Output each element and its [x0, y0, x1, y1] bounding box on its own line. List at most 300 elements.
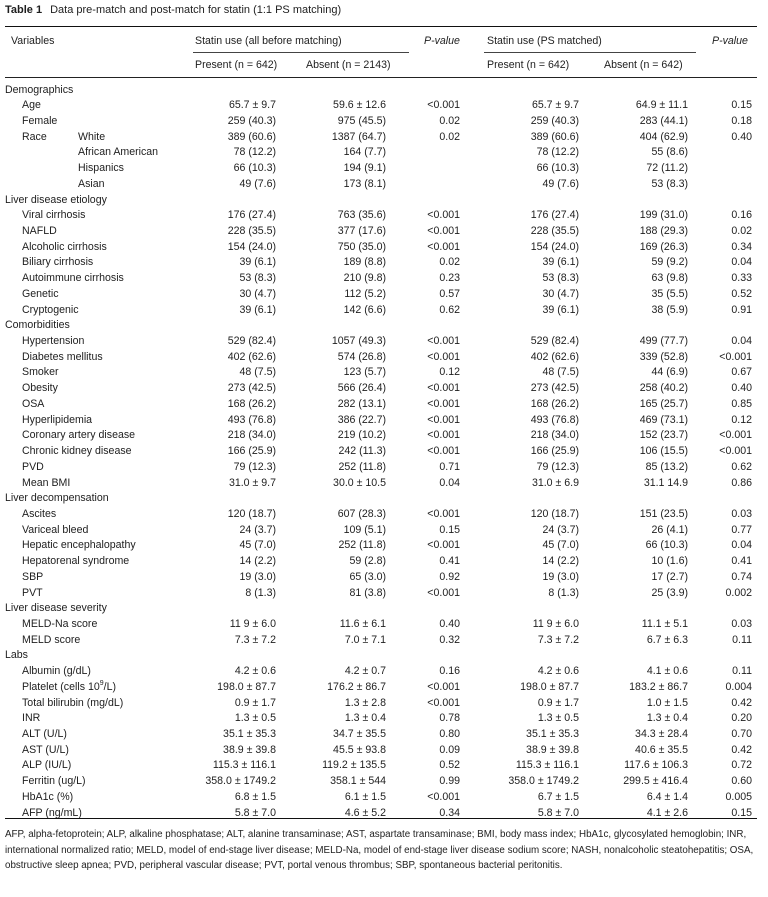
cell-absent-after: 188 (29.3) — [639, 224, 688, 237]
cell-pvalue-after: 0.03 — [731, 617, 752, 630]
row-label-text: Alcoholic cirrhosis — [22, 240, 107, 253]
section-heading: Comorbidities — [5, 319, 70, 332]
row-label — [22, 397, 44, 411]
cell-absent-before: 219 (10.2) — [337, 429, 386, 442]
row-label — [22, 208, 85, 222]
row-label-text: Albumin (g/dL) — [22, 665, 91, 678]
row-label — [22, 334, 84, 348]
cell-absent-before: 142 (6.6) — [343, 303, 386, 316]
cell-pvalue-before: <0.001 — [427, 350, 460, 363]
cell-pvalue-after: 0.002 — [725, 586, 752, 599]
cell-absent-after: 6.4 ± 1.4 — [646, 790, 688, 803]
row-label — [22, 98, 41, 112]
bottom-rule — [5, 818, 757, 819]
cell-absent-after: 64.9 ± 11.1 — [635, 99, 688, 112]
cell-present-after: 168 (26.2) — [530, 397, 579, 410]
row-label-text: Ascites — [22, 507, 57, 520]
row-label-text: ALT (U/L) — [22, 728, 67, 741]
cell-pvalue-after: 0.86 — [731, 476, 752, 489]
cell-absent-after: 469 (73.1) — [639, 413, 688, 426]
header-bottom-rule — [5, 77, 757, 78]
cell-present-before: 273 (42.5) — [227, 382, 276, 395]
cell-present-after: 78 (12.2) — [536, 146, 579, 159]
row-label-text: MELD score — [22, 633, 81, 646]
cell-pvalue-before: <0.001 — [427, 680, 460, 693]
row-label — [22, 554, 129, 568]
cell-present-before: 30 (4.7) — [239, 287, 276, 300]
cell-pvalue-before: <0.001 — [427, 445, 460, 458]
cell-present-before: 0.9 ± 1.7 — [234, 696, 276, 709]
cell-present-before: 4.2 ± 0.6 — [234, 665, 276, 678]
row-label — [22, 428, 135, 442]
row-label — [22, 114, 57, 128]
cell-pvalue-before: 0.78 — [439, 712, 460, 725]
cell-absent-before: 173 (8.1) — [343, 177, 386, 190]
cell-pvalue-before: 0.80 — [439, 728, 460, 741]
row-label-text: OSA — [22, 397, 45, 410]
cell-pvalue-before: <0.001 — [427, 790, 460, 803]
cell-present-before: 78 (12.2) — [233, 146, 276, 159]
row-label-text: HbA1c (%) — [22, 790, 74, 803]
row-label-text: Hyperlipidemia — [22, 413, 93, 426]
cell-pvalue-before: 0.12 — [439, 366, 460, 379]
cell-absent-before: 358.1 ± 544 — [330, 775, 386, 788]
header-variables: Variables — [11, 35, 55, 47]
cell-present-after: 39 (6.1) — [542, 303, 579, 316]
row-label-text: Biliary cirrhosis — [22, 256, 94, 269]
header-absent-after: Absent (n = 642) — [604, 59, 683, 71]
cell-pvalue-before: <0.001 — [427, 335, 460, 348]
row-label-text: MELD-Na score — [22, 617, 98, 630]
cell-present-before: 14 (2.2) — [239, 555, 276, 568]
cell-absent-before: 210 (9.8) — [343, 272, 386, 285]
row-label-text: PVD — [22, 460, 44, 473]
cell-pvalue-after: 0.72 — [731, 759, 752, 772]
cell-present-after: 19 (3.0) — [542, 570, 579, 583]
cell-present-before: 198.0 ± 87.7 — [217, 680, 276, 693]
row-label — [22, 365, 59, 379]
cell-absent-after: 11.1 ± 5.1 — [641, 617, 688, 630]
cell-pvalue-after: 0.02 — [731, 224, 752, 237]
cell-pvalue-before: <0.001 — [427, 586, 460, 599]
cell-absent-before: 194 (9.1) — [343, 162, 386, 175]
cell-absent-before: 30.0 ± 10.5 — [333, 476, 386, 489]
cell-absent-before: 34.7 ± 35.5 — [333, 728, 386, 741]
cell-pvalue-after: 0.15 — [731, 99, 752, 112]
table-footnote: AFP, alpha-fetoprotein; ALP, alkaline phosphatase; ALT, alanine transaminase; AST, aspartate transaminase; BMI, body mass index; HbA1c, glycosylated hemoglobin; INR, international normalized ratio; MELD, model of end-stage liver disease; MELD-Na, model of end-stage liver disease sodium score; NASH, nonalcoholic steatohepatitis; OSA, obstructive sleep apnea; PVD, peripheral vascular disease; PVT, portal venous thrombus; SBP, spontaneous bacterial peritonitis. — [5, 829, 754, 871]
cell-absent-after: 25 (3.9) — [651, 586, 688, 599]
row-sublabel: White — [78, 130, 106, 143]
cell-present-before: 38.9 ± 39.8 — [223, 743, 276, 756]
row-label — [22, 255, 93, 269]
cell-pvalue-before: 0.62 — [439, 303, 460, 316]
cell-present-after: 65.7 ± 9.7 — [531, 99, 579, 112]
cell-pvalue-before: 0.71 — [439, 460, 460, 473]
cell-present-before: 154 (24.0) — [227, 240, 276, 253]
row-label-text: PVT — [22, 586, 43, 599]
cell-present-before: 6.8 ± 1.5 — [234, 790, 276, 803]
cell-present-before: 402 (62.6) — [227, 350, 276, 363]
cell-pvalue-before: 0.02 — [439, 114, 460, 127]
cell-pvalue-after: 0.18 — [731, 114, 752, 127]
cell-pvalue-after: 0.85 — [731, 397, 752, 410]
cell-absent-after: 499 (77.7) — [639, 335, 688, 348]
cell-absent-before: 7.0 ± 7.1 — [344, 633, 386, 646]
cell-pvalue-after: 0.11 — [732, 665, 752, 678]
row-label — [22, 586, 43, 600]
row-label-text: Ferritin (ug/L) — [22, 775, 86, 788]
cell-present-after: 402 (62.6) — [530, 350, 579, 363]
cell-present-before: 529 (82.4) — [227, 335, 276, 348]
cell-present-after: 166 (25.9) — [530, 445, 579, 458]
cell-pvalue-before: 0.41 — [439, 555, 460, 568]
header-pvalue-after: P-value — [712, 35, 748, 47]
row-label — [22, 303, 79, 317]
cell-absent-after: 169 (26.3) — [639, 240, 688, 253]
cell-present-before: 120 (18.7) — [227, 507, 276, 520]
cell-pvalue-before: 0.32 — [439, 633, 460, 646]
cell-present-after: 358.0 ± 1749.2 — [508, 775, 579, 788]
cell-absent-after: 299.5 ± 416.4 — [623, 775, 688, 788]
cell-present-after: 11 9 ± 6.0 — [532, 617, 579, 630]
cell-present-before: 115.3 ± 116.1 — [212, 759, 276, 772]
cell-pvalue-before: 0.92 — [439, 570, 460, 583]
cell-present-after: 38.9 ± 39.8 — [526, 743, 579, 756]
row-sublabel: African American — [78, 146, 159, 159]
cell-present-before: 49 (7.6) — [239, 177, 276, 190]
cell-present-before: 166 (25.9) — [227, 445, 276, 458]
row-label-text: Platelet (cells 10 — [22, 680, 100, 693]
cell-absent-after: 85 (13.2) — [645, 460, 688, 473]
cell-present-after: 259 (40.3) — [530, 114, 579, 127]
cell-present-after: 6.7 ± 1.5 — [537, 790, 579, 803]
cell-present-before: 168 (26.2) — [227, 397, 276, 410]
cell-present-after: 53 (8.3) — [542, 272, 579, 285]
row-label — [22, 287, 59, 301]
cell-absent-after: 55 (8.6) — [651, 146, 688, 159]
cell-present-before: 79 (12.3) — [233, 460, 276, 473]
cell-absent-after: 66 (10.3) — [645, 539, 688, 552]
cell-absent-after: 151 (23.5) — [639, 507, 688, 520]
section-heading: Liver decompensation — [5, 492, 109, 505]
cell-present-before: 65.7 ± 9.7 — [228, 99, 276, 112]
section-heading: Labs — [5, 649, 28, 662]
cell-absent-after: 152 (23.7) — [639, 429, 688, 442]
cell-absent-before: 59.6 ± 12.6 — [333, 99, 386, 112]
row-label-text: ALP (IU/L) — [22, 759, 72, 772]
cell-absent-before: 566 (26.4) — [337, 382, 386, 395]
row-label-text: Genetic — [22, 287, 59, 300]
cell-present-before: 228 (35.5) — [227, 224, 276, 237]
row-label — [22, 617, 97, 631]
cell-absent-before: 4.2 ± 0.7 — [344, 665, 386, 678]
cell-present-before: 39 (6.1) — [239, 303, 276, 316]
cell-present-after: 5.8 ± 7.0 — [537, 806, 579, 819]
row-label-text: Chronic kidney disease — [22, 445, 132, 458]
cell-pvalue-after: 0.34 — [731, 240, 752, 253]
section-heading: Demographics — [5, 83, 74, 96]
cell-pvalue-before: <0.001 — [427, 397, 460, 410]
cell-absent-before: 59 (2.8) — [349, 555, 386, 568]
cell-absent-before: 176.2 ± 86.7 — [327, 680, 386, 693]
header-present-before: Present (n = 642) — [195, 59, 278, 71]
cell-pvalue-before: 0.04 — [439, 476, 460, 489]
header-before-matching: Statin use (all before matching) — [195, 35, 342, 47]
cell-absent-before: 1387 (64.7) — [331, 130, 386, 143]
cell-pvalue-after: 0.40 — [731, 382, 752, 395]
cell-present-after: 218 (34.0) — [530, 429, 579, 442]
cell-pvalue-before: <0.001 — [427, 413, 460, 426]
cell-pvalue-before: 0.15 — [439, 523, 460, 536]
cell-pvalue-before: 0.23 — [439, 272, 460, 285]
cell-absent-after: 44 (6.9) — [651, 366, 688, 379]
table-caption: Data pre-match and post-match for statin (1:1 PS matching) — [50, 4, 342, 16]
row-label-text: Total bilirubin (mg/dL) — [22, 696, 124, 709]
row-label-text: INR — [22, 712, 41, 725]
before-group-underline — [193, 52, 409, 53]
row-label — [22, 633, 80, 647]
cell-present-after: 45 (7.0) — [542, 539, 579, 552]
cell-absent-after: 31.1 14.9 — [643, 476, 688, 489]
cell-absent-before: 1057 (49.3) — [331, 335, 386, 348]
cell-absent-before: 763 (35.6) — [337, 209, 386, 222]
row-label-text: AST (U/L) — [22, 743, 69, 756]
cell-absent-after: 53 (8.3) — [651, 177, 688, 190]
cell-pvalue-after: 0.52 — [731, 287, 752, 300]
cell-present-before: 7.3 ± 7.2 — [234, 633, 276, 646]
cell-pvalue-after: 0.04 — [731, 539, 752, 552]
cell-absent-before: 574 (26.8) — [337, 350, 386, 363]
cell-absent-after: 258 (40.2) — [639, 382, 688, 395]
cell-pvalue-before: 0.52 — [439, 759, 460, 772]
row-label — [22, 538, 136, 552]
cell-pvalue-before: 0.02 — [439, 130, 460, 143]
row-label-text: NAFLD — [22, 224, 57, 237]
row-label — [22, 240, 107, 254]
cell-absent-after: 283 (44.1) — [639, 114, 688, 127]
cell-absent-after: 4.1 ± 2.6 — [646, 806, 688, 819]
cell-absent-before: 282 (13.1) — [337, 397, 386, 410]
cell-absent-after: 117.6 ± 106.3 — [624, 759, 688, 772]
row-label-text: Cryptogenic — [22, 303, 79, 316]
cell-absent-before: 1.3 ± 0.4 — [344, 712, 386, 725]
cell-absent-after: 6.7 ± 6.3 — [646, 633, 688, 646]
cell-present-before: 389 (60.6) — [227, 130, 276, 143]
cell-pvalue-before: <0.001 — [427, 209, 460, 222]
cell-pvalue-after: <0.001 — [719, 350, 752, 363]
cell-pvalue-after: 0.40 — [731, 130, 752, 143]
row-label-suffix: /L) — [103, 680, 117, 693]
cell-present-after: 1.3 ± 0.5 — [537, 712, 579, 725]
cell-present-after: 48 (7.5) — [542, 366, 579, 379]
cell-pvalue-after: 0.04 — [731, 256, 752, 269]
row-label-text: SBP — [22, 570, 44, 583]
cell-present-before: 176 (27.4) — [227, 209, 276, 222]
header-pvalue-before: P-value — [424, 35, 460, 47]
cell-pvalue-after: 0.11 — [732, 633, 752, 646]
cell-present-before: 493 (76.8) — [227, 413, 276, 426]
cell-present-before: 11 9 ± 6.0 — [229, 617, 276, 630]
cell-pvalue-before: <0.001 — [427, 99, 460, 112]
row-label — [22, 743, 69, 757]
row-label-text: Autoimmune cirrhosis — [22, 272, 124, 285]
cell-present-before: 358.0 ± 1749.2 — [205, 775, 276, 788]
row-label-text: Coronary artery disease — [22, 429, 136, 442]
cell-absent-after: 339 (52.8) — [639, 350, 688, 363]
cell-absent-after: 1.0 ± 1.5 — [646, 696, 688, 709]
row-label — [22, 381, 58, 395]
row-label — [22, 271, 124, 285]
cell-present-before: 48 (7.5) — [239, 366, 276, 379]
row-label-text: Hypertension — [22, 335, 85, 348]
cell-present-after: 49 (7.6) — [542, 177, 579, 190]
cell-pvalue-before: 0.09 — [439, 743, 460, 756]
cell-present-before: 5.8 ± 7.0 — [234, 806, 276, 819]
cell-pvalue-after: 0.33 — [731, 272, 752, 285]
cell-pvalue-before: <0.001 — [427, 224, 460, 237]
cell-absent-before: 164 (7.7) — [343, 146, 386, 159]
cell-present-after: 529 (82.4) — [530, 335, 579, 348]
row-label-text: Diabetes mellitus — [22, 350, 103, 363]
cell-present-after: 30 (4.7) — [542, 287, 579, 300]
cell-present-before: 35.1 ± 35.3 — [223, 728, 276, 741]
cell-absent-before: 81 (3.8) — [349, 586, 386, 599]
section-heading: Liver disease etiology — [5, 193, 107, 206]
cell-absent-before: 65 (3.0) — [349, 570, 386, 583]
cell-absent-before: 123 (5.7) — [343, 366, 386, 379]
cell-pvalue-after: 0.42 — [731, 743, 752, 756]
cell-present-before: 45 (7.0) — [239, 539, 276, 552]
row-label-text: Viral cirrhosis — [22, 209, 86, 222]
cell-pvalue-after: 0.70 — [731, 728, 752, 741]
cell-pvalue-after: 0.04 — [731, 335, 752, 348]
cell-present-after: 31.0 ± 6.9 — [531, 476, 579, 489]
cell-absent-after: 4.1 ± 0.6 — [646, 665, 688, 678]
row-label-text: Hepatorenal syndrome — [22, 555, 130, 568]
cell-pvalue-after: 0.77 — [731, 523, 752, 536]
cell-absent-before: 189 (8.8) — [343, 256, 386, 269]
cell-absent-before: 119.2 ± 135.5 — [322, 759, 386, 772]
cell-absent-after: 72 (11.2) — [646, 162, 688, 175]
cell-present-before: 1.3 ± 0.5 — [234, 712, 276, 725]
cell-present-after: 120 (18.7) — [530, 507, 579, 520]
cell-present-after: 0.9 ± 1.7 — [537, 696, 579, 709]
cell-absent-after: 183.2 ± 86.7 — [629, 680, 688, 693]
cell-present-before: 31.0 ± 9.7 — [228, 476, 276, 489]
cell-pvalue-before: 0.57 — [439, 287, 460, 300]
row-label — [22, 476, 70, 490]
cell-present-after: 14 (2.2) — [542, 555, 579, 568]
cell-absent-before: 252 (11.8) — [338, 460, 386, 473]
cell-pvalue-before: <0.001 — [427, 507, 460, 520]
cell-present-after: 198.0 ± 87.7 — [520, 680, 579, 693]
cell-absent-after: 1.3 ± 0.4 — [646, 712, 688, 725]
cell-absent-after: 26 (4.1) — [651, 523, 688, 536]
cell-pvalue-after: 0.20 — [731, 712, 752, 725]
cell-absent-after: 199 (31.0) — [639, 209, 688, 222]
table-title — [5, 4, 341, 16]
cell-pvalue-before: <0.001 — [427, 429, 460, 442]
cell-absent-after: 59 (9.2) — [651, 256, 688, 269]
header-present-after: Present (n = 642) — [487, 59, 570, 71]
cell-pvalue-after: 0.67 — [731, 366, 752, 379]
cell-pvalue-before: 0.02 — [439, 256, 460, 269]
cell-pvalue-before: <0.001 — [427, 696, 460, 709]
cell-absent-before: 975 (45.5) — [337, 114, 386, 127]
row-label — [22, 460, 44, 474]
section-heading: Liver disease severity — [5, 602, 107, 615]
cell-pvalue-after: 0.62 — [731, 460, 752, 473]
cell-pvalue-before: <0.001 — [427, 382, 460, 395]
row-label — [22, 790, 73, 804]
cell-absent-after: 35 (5.5) — [651, 287, 688, 300]
row-label — [22, 664, 91, 678]
row-label — [22, 774, 86, 788]
cell-absent-before: 252 (11.8) — [338, 539, 386, 552]
cell-present-after: 24 (3.7) — [542, 523, 579, 536]
cell-absent-before: 1.3 ± 2.8 — [344, 696, 386, 709]
cell-absent-after: 404 (62.9) — [639, 130, 688, 143]
row-label — [22, 696, 123, 710]
cell-pvalue-before: <0.001 — [427, 240, 460, 253]
cell-present-before: 39 (6.1) — [239, 256, 276, 269]
header-after-matching: Statin use (PS matched) — [487, 35, 602, 47]
cell-pvalue-before: <0.001 — [427, 539, 460, 552]
cell-pvalue-before: 0.16 — [439, 665, 460, 678]
cell-present-after: 154 (24.0) — [530, 240, 579, 253]
table-number: Table 1 — [5, 4, 43, 16]
cell-present-before: 66 (10.3) — [233, 162, 276, 175]
row-label — [22, 350, 103, 364]
cell-absent-before: 112 (5.2) — [344, 287, 386, 300]
row-label-text: AFP (ng/mL) — [22, 806, 82, 819]
header-absent-before: Absent (n = 2143) — [306, 59, 391, 71]
cell-present-after: 228 (35.5) — [530, 224, 579, 237]
cell-pvalue-after: 0.16 — [731, 209, 752, 222]
row-label — [22, 758, 71, 772]
cell-absent-before: 45.5 ± 93.8 — [333, 743, 386, 756]
cell-present-after: 4.2 ± 0.6 — [537, 665, 579, 678]
cell-absent-after: 17 (2.7) — [651, 570, 688, 583]
cell-present-after: 39 (6.1) — [542, 256, 579, 269]
row-label — [22, 711, 40, 725]
cell-pvalue-after: 0.42 — [731, 696, 752, 709]
cell-pvalue-after: <0.001 — [719, 429, 752, 442]
row-label — [22, 727, 67, 741]
cell-pvalue-after: 0.005 — [725, 790, 752, 803]
cell-present-before: 259 (40.3) — [227, 114, 276, 127]
cell-absent-before: 6.1 ± 1.5 — [344, 790, 386, 803]
row-label-text: Female — [22, 114, 58, 127]
cell-absent-after: 34.3 ± 28.4 — [635, 728, 688, 741]
cell-present-after: 66 (10.3) — [536, 162, 579, 175]
cell-present-before: 53 (8.3) — [239, 272, 276, 285]
row-label — [22, 680, 116, 694]
cell-absent-before: 109 (5.1) — [343, 523, 386, 536]
cell-absent-before: 386 (22.7) — [337, 413, 386, 426]
cell-present-before: 8 (1.3) — [245, 586, 276, 599]
cell-absent-after: 38 (5.9) — [651, 303, 688, 316]
cell-pvalue-before: 0.34 — [439, 806, 460, 819]
cell-pvalue-after: <0.001 — [719, 445, 752, 458]
cell-pvalue-after: 0.91 — [731, 303, 752, 316]
after-group-underline — [484, 52, 696, 53]
cell-pvalue-before: 0.40 — [439, 617, 460, 630]
cell-pvalue-after: 0.03 — [731, 507, 752, 520]
cell-absent-after: 40.6 ± 35.5 — [635, 743, 688, 756]
cell-pvalue-after: 0.41 — [731, 555, 752, 568]
cell-pvalue-after: 0.15 — [731, 806, 752, 819]
